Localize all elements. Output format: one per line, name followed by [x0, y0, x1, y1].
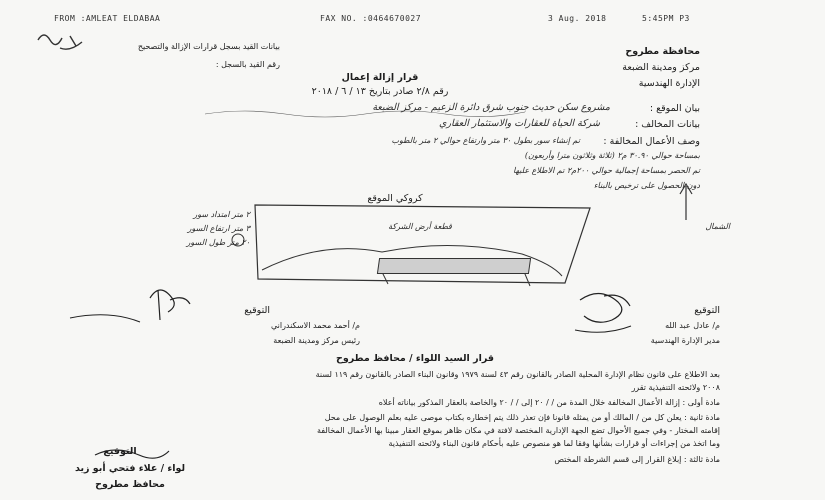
register-entry-label: بيانات القيد بسجل قرارات الإزالة والتصحيح [137, 42, 280, 51]
right-signature-role: مدير الإدارة الهندسية [650, 336, 720, 345]
decision-number: رقم ٢/٨ صادر بتاريخ ١٣ / ٦ / ٢٠١٨ [311, 86, 449, 97]
decision-preamble-line-1: بعد الاطلاع على قانون نظام الإدارة المحلية الصادر بالقانون رقم ٤٣ لسنة ١٩٧٩ وقانون البناء الصادر بالقانون رقم ١١٩ لسنة [315, 370, 720, 379]
works-line-2: بمساحة حوالي ٣٠.٩٠ م٢ (ثلاثة وثلاثون مترا وأربعون) [524, 151, 700, 160]
left-signature-title: التوقيع [244, 305, 270, 316]
decision-preamble-line-2: ٢٠٠٨ ولائحته التنفيذية تقرر [631, 383, 720, 392]
governor-title: محافظ مطروح [95, 479, 165, 490]
north-label: الشمال [705, 222, 730, 231]
works-line-4: دون الحصول على ترخيص بالبناء [593, 181, 700, 190]
fax-time-page: 5:45PM P3 [642, 14, 690, 23]
issuer-governorate: محافظة مطروح [625, 46, 700, 57]
decision-article-3: مادة ثالثة : إبلاغ القرار إلى قسم الشرطة المختص [554, 455, 720, 464]
decision-article-2-line-1: مادة ثانية : يعلن كل من / المالك أو من يمثله قانونا فإن تعذر ذلك يتم إخطاره بكتاب موصى عليه بعلم الوصول على محل [324, 413, 720, 422]
left-signature-name: م/ أحمد محمد الاسكندراني [270, 321, 360, 330]
violator-value: شركة الحياة للعقارات والاستثمار العقاري [439, 118, 600, 129]
document-title: قرار إزالة إعمال [341, 72, 419, 83]
sketch-title: كروكي الموقع [367, 193, 423, 204]
governor-decision-heading: قرار السيد اللواء / محافظ مطروح [336, 353, 494, 364]
site-value: مشروع سكن حديث جنوب شرق دائرة الزعيم - مركز الضبعة [372, 102, 610, 113]
governor-name: لواء / علاء فتحي أبو زيد [74, 463, 186, 474]
fax-date: 3 Aug. 2018 [548, 14, 607, 23]
sketch-note-3: ٢٠ متر طول السور [186, 238, 250, 247]
works-label: وصف الأعمال المخالفة : [603, 136, 700, 147]
works-line-1: تم إنشاء سور بطول ٣٠ متر وارتفاع حوالي ٢ متر بالطوب [391, 136, 580, 145]
fax-from: FROM :AMLEAT ELDABAA [54, 14, 161, 23]
decision-article-2-line-2: إقامته المختار - وفي جميع الأحوال تضع الجهة الإدارية المختصة لافتة في مكان ظاهر بموقع العقار مبينا بها الأعمال المخالفة [317, 426, 720, 435]
issuer-city: مركز ومدينة الضبعة [622, 62, 700, 73]
site-label: بيان الموقع : [649, 103, 700, 114]
sketch-area-label: قطعة أرض الشركة [388, 222, 452, 231]
violator-label: بيانات المخالف : [635, 119, 700, 130]
governor-signature-title: التوقيع [103, 446, 137, 457]
right-signature-title: التوقيع [694, 305, 720, 316]
fax-number: FAX NO. :0464670027 [320, 14, 422, 23]
sketch-note-1: ٢ متر امتداد سور [193, 210, 250, 219]
works-line-3: تم الحصر بمساحة إجمالية حوالي ٢٠٠م٢ تم الاطلاع عليها [513, 166, 700, 175]
sketch-marker-strip [377, 258, 531, 274]
decision-article-1: مادة أولى : إزالة الأعمال المخالفة خلال المدة من / / ٢٠ إلى / / ٢٠ والخاصة بالعقار المذكور بياناته أعلاه [378, 398, 720, 407]
right-signature-name: م/ عادل عبد الله [665, 321, 720, 330]
sketch-note-2: ٣ متر ارتفاع السور [187, 224, 250, 233]
issuer-department: الإدارة الهندسية [638, 78, 700, 89]
left-signature-role: رئيس مركز ومدينة الضبعة [273, 336, 360, 345]
decision-article-2-line-3: وما اتخذ من إجراءات أو قرارات بشأنها وفقا لما هو منصوص عليه بأحكام قانون البناء ولائحته التنفيذية [388, 439, 720, 448]
register-number-label: رقم القيد بالسجل : [215, 60, 280, 69]
